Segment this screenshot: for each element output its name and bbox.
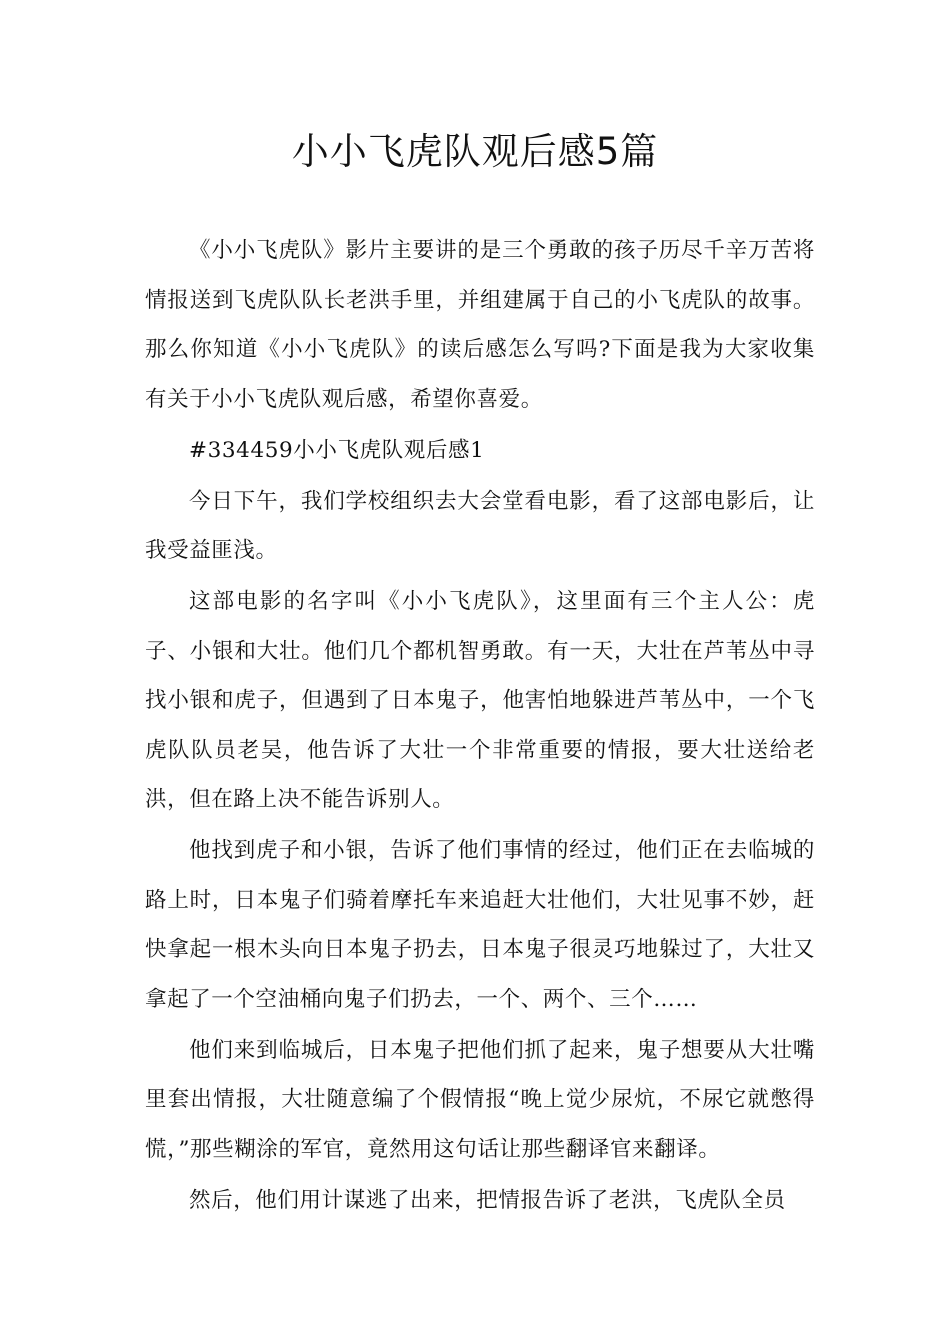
paragraph: 今日下午，我们学校组织去大会堂看电影，看了这部电影后，让我受益匪浅。 <box>145 488 815 563</box>
document-title: 小小飞虎队观后感5篇 <box>291 130 659 173</box>
paragraph-section-heading: #334459小小飞虎队观后感1 <box>189 437 485 463</box>
paragraph-intro: 《小小飞虎队》影片主要讲的是三个勇敢的孩子历尽千辛万苦将情报送到飞虎队队长老洪手里，并组建属于自己的小飞虎队的故事。那么你知道《小小飞虎队》的读后感怎么写吗?下面是我为大家收集有关于小小飞虎队观后感，希望你喜爱。 <box>145 238 815 412</box>
paragraph: 然后，他们用计谋逃了出来，把情报告诉了老洪，飞虎队全员 <box>189 1187 786 1213</box>
paragraph: 他们来到临城后，日本鬼子把他们抓了起来，鬼子想要从大壮嘴里套出情报，大壮随意编了个假情报“晚上觉少尿炕，不尿它就憋得慌，”那些糊涂的军官，竟然用这句话让那些翻译官来翻译。 <box>145 1037 815 1162</box>
paragraph: 他找到虎子和小银，告诉了他们事情的经过，他们正在去临城的路上时，日本鬼子们骑着摩托车来追赶大壮他们，大壮见事不妙，赶快拿起一根木头向日本鬼子扔去，日本鬼子很灵巧地躲过了，大壮又拿起了一个空油桶向鬼子们扔去，一个、两个、三个…… <box>145 838 815 1012</box>
paragraph: 这部电影的名字叫《小小飞虎队》，这里面有三个主人公：虎子、小银和大壮。他们几个都机智勇敢。有一天，大壮在芦苇丛中寻找小银和虎子，但遇到了日本鬼子，他害怕地躲进芦苇丛中，一个飞虎队队员老吴，他告诉了大壮一个非常重要的情报，要大壮送给老洪，但在路上决不能告诉别人。 <box>145 589 815 812</box>
document-body <box>145 226 815 1227</box>
